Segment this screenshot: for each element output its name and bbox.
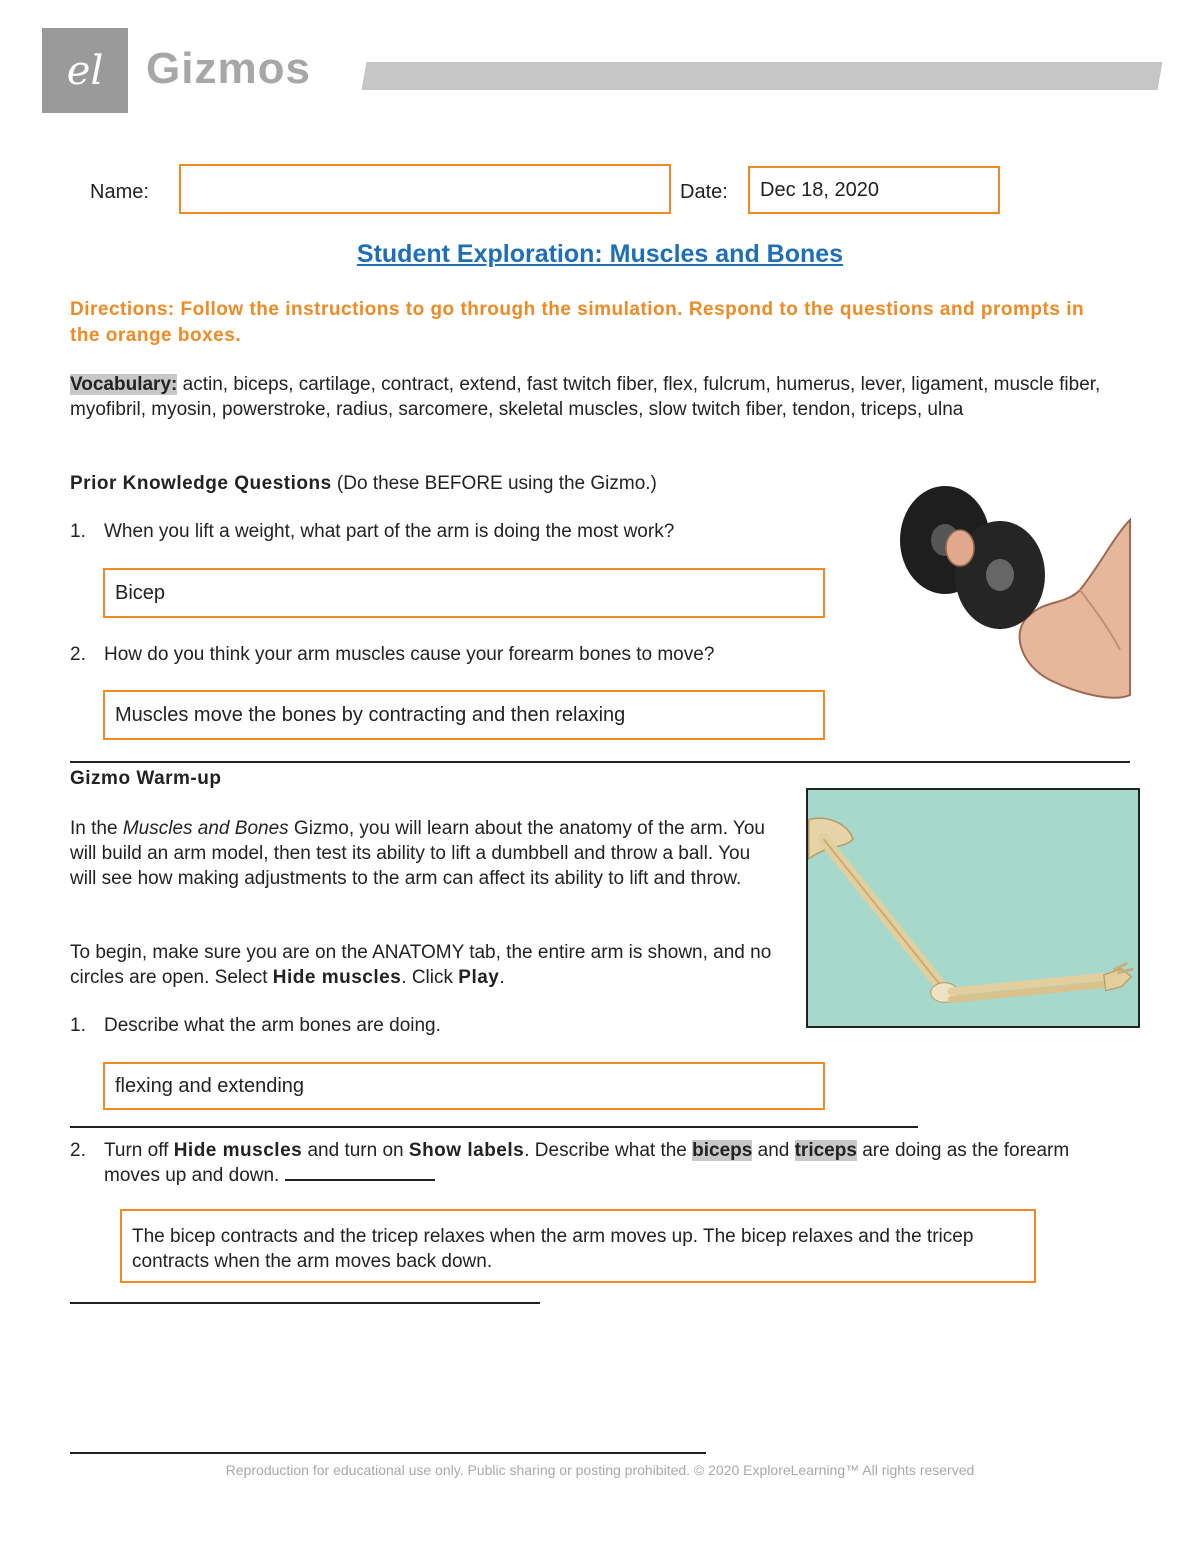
section-divider bbox=[70, 761, 1130, 763]
prior-question-1: 1. When you lift a weight, what part of the arm is doing the most work? bbox=[70, 521, 675, 542]
vocabulary-label: Vocabulary: bbox=[70, 374, 178, 395]
name-label: Name: bbox=[90, 181, 149, 203]
warmup-intro: In the Muscles and Bones Gizmo, you will learn about the anatomy of the arm. You will build an arm model, then test its ability to lift a dumbbell and throw a ball. You will see how making adjustments to the arm can affect its ability to lift and throw. bbox=[70, 818, 765, 889]
date-label: Date: bbox=[680, 181, 728, 203]
arm-dumbbell-image bbox=[880, 480, 1140, 715]
explorelearning-logo: el bbox=[42, 28, 128, 113]
warmup-heading: Gizmo Warm-up bbox=[70, 768, 222, 789]
vocabulary bbox=[70, 372, 1130, 422]
prior-knowledge-heading: Prior Knowledge Questions (Do these BEFORE using the Gizmo.) bbox=[70, 473, 657, 494]
page-title: Student Exploration: Muscles and Bones bbox=[356, 240, 844, 268]
warmup-begin: To begin, make sure you are on the ANATOMY tab, the entire arm is shown, and no circles are open. Select Hide muscles. Click Play. bbox=[70, 942, 772, 988]
warmup-question-2: 2. Turn off Hide muscles and turn on Show labels. Describe what the biceps and triceps are doing as the forearm moves up and down. bbox=[70, 1140, 1070, 1186]
answer-line-1 bbox=[70, 1126, 918, 1128]
vocabulary-terms: actin, biceps, cartilage, contract, extend, fast twitch fiber, flex, fulcrum, humerus, lever, ligament, muscle fiber, myofibril, myosin, powerstroke, radius, sarcomere, skeletal muscles, slow twitch fiber, tendon, triceps, ulna bbox=[70, 374, 1101, 420]
warmup-answer-2[interactable]: The bicep contracts and the tricep relaxes when the arm moves up. The bicep relaxes and the tricep contracts when the arm moves back down. bbox=[120, 1209, 1036, 1283]
answer-line-2 bbox=[70, 1302, 540, 1304]
directions: Directions: Follow the instructions to go through the simulation. Respond to the questions and prompts in the orange boxes. bbox=[70, 299, 1085, 346]
prior-question-2: 2. How do you think your arm muscles cause your forearm bones to move? bbox=[70, 644, 715, 665]
gizmos-brand: Gizmos bbox=[146, 44, 311, 93]
warmup-question-1: 1. Describe what the arm bones are doing. bbox=[70, 1015, 441, 1036]
arm-bones-image bbox=[806, 788, 1140, 1028]
warmup-answer-1[interactable]: flexing and extending bbox=[103, 1062, 825, 1110]
prior-answer-2[interactable]: Muscles move the bones by contracting and then relaxing bbox=[103, 690, 825, 740]
prior-answer-1[interactable]: Bicep bbox=[103, 568, 825, 618]
header-bar bbox=[362, 62, 1163, 90]
footer-text: Reproduction for educational use only. Public sharing or posting prohibited. © 2020 ExploreLearning™ All rights reserved bbox=[225, 1462, 975, 1478]
inline-answer-line bbox=[285, 1163, 435, 1181]
footer-line bbox=[70, 1452, 706, 1454]
name-field[interactable] bbox=[179, 164, 671, 214]
date-field[interactable]: Dec 18, 2020 bbox=[748, 166, 1000, 214]
